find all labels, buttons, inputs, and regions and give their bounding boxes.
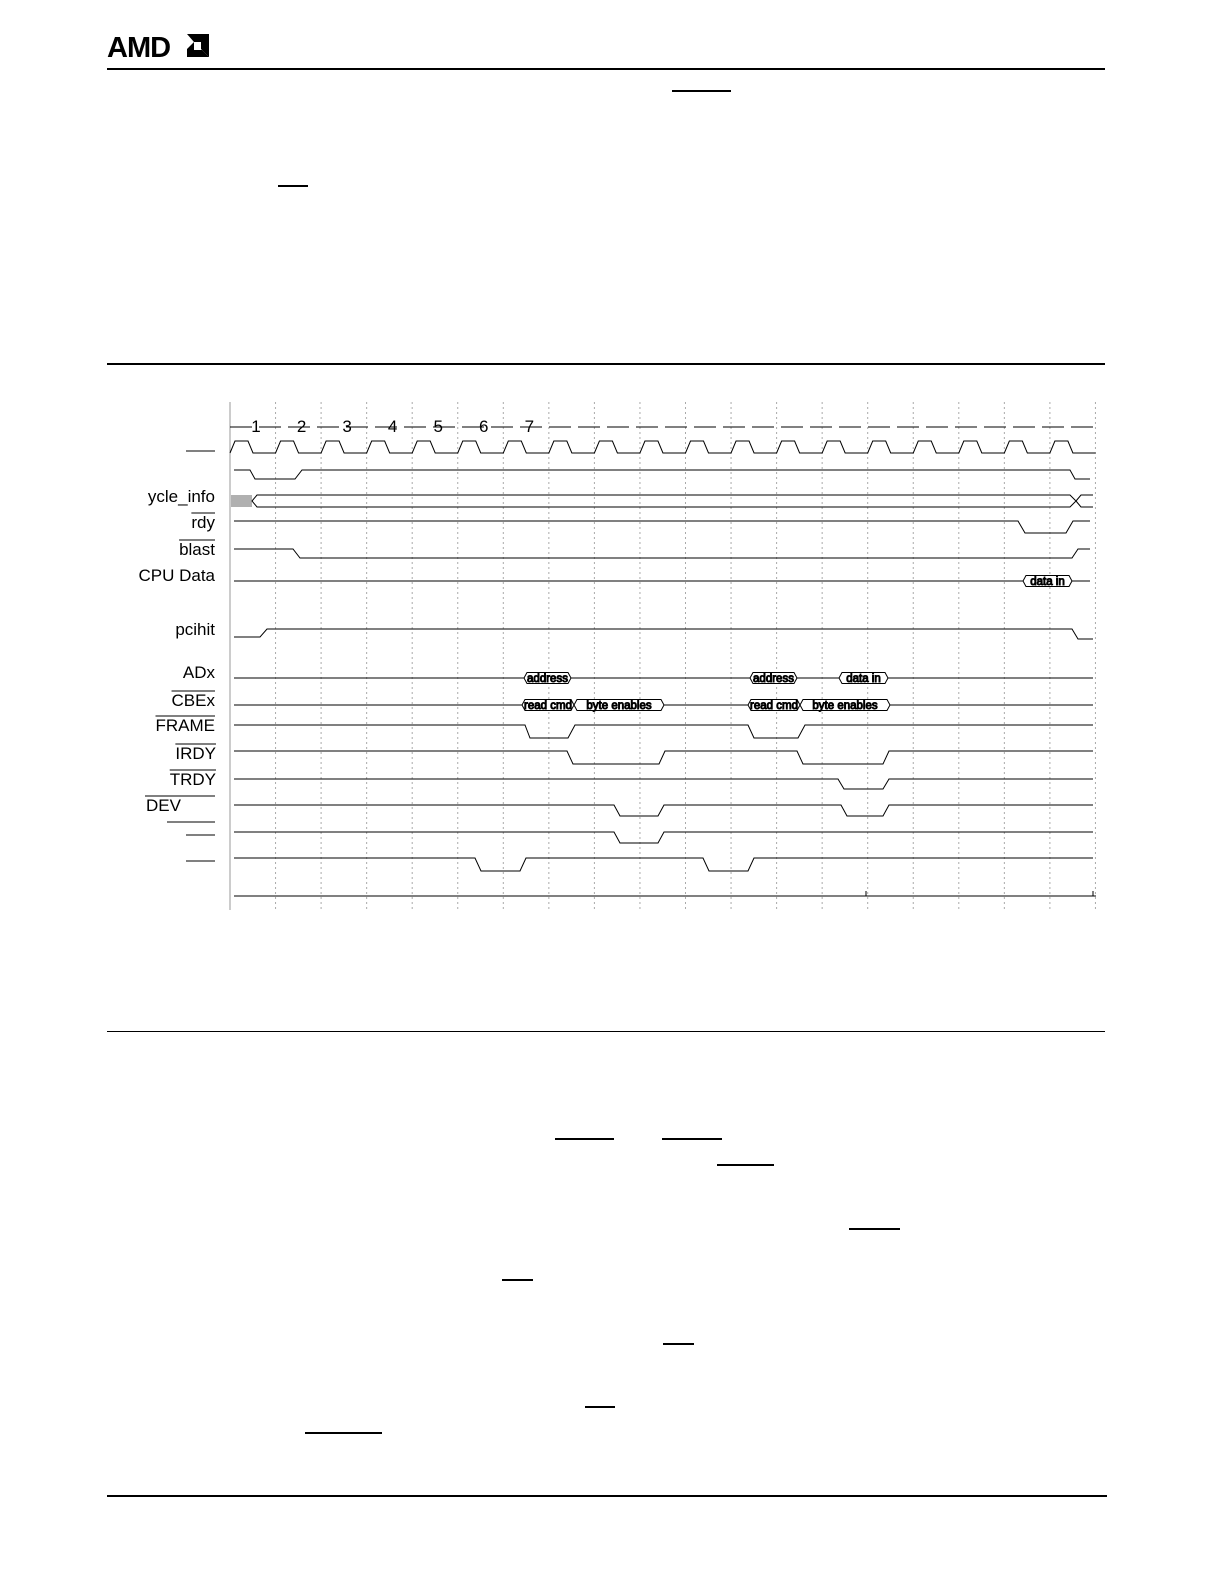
clock-number: 6 <box>479 417 489 436</box>
ad-data-in-text: data in <box>846 673 881 685</box>
clock-number: 5 <box>433 417 443 436</box>
signal-label: ycle_info <box>147 487 215 506</box>
signal-label: ADx <box>182 663 215 682</box>
signal-label: DEV <box>146 796 181 815</box>
clock-number: 4 <box>387 417 398 436</box>
blast-wave <box>234 549 1090 558</box>
pcihit-wave <box>234 629 1093 639</box>
cycle-info-bus-end <box>1076 495 1093 507</box>
signal-label: blast <box>179 540 215 559</box>
signal-label: pcihit <box>175 620 215 639</box>
trdy-wave <box>234 779 1093 789</box>
signal-label: FRAME <box>155 716 215 735</box>
signal-label: TRDY <box>169 770 216 789</box>
rdy-wave <box>234 521 1090 533</box>
signal-label: IRDY <box>175 744 216 763</box>
clock-wave <box>230 441 1095 453</box>
cbe-read-cmd-2-text: read cmd <box>750 700 798 712</box>
signal-label: CPU Data <box>138 566 215 585</box>
signal-label: CBEx <box>171 691 215 710</box>
signal-13-wave <box>234 832 1093 843</box>
devsel-wave <box>234 805 1093 816</box>
ad-address-2-text: address <box>753 673 794 685</box>
ads-wave <box>234 470 1090 479</box>
bottom-ticks <box>866 891 1093 896</box>
cycle-info-bus <box>252 495 1076 507</box>
cpu-data-in-text: data in <box>1030 576 1065 588</box>
clock-number: 1 <box>251 417 261 436</box>
clock-number: 7 <box>524 417 535 436</box>
cbe-byte-enables-2-text: byte enables <box>812 700 878 712</box>
signal-label: rdy <box>191 513 215 532</box>
frame-wave <box>234 725 1093 738</box>
cbe-byte-enables-1-text: byte enables <box>586 700 652 712</box>
cbe-read-cmd-1-text: read cmd <box>524 700 572 712</box>
undefined-region <box>231 495 252 507</box>
irdy-wave <box>234 751 1093 764</box>
clock-number: 3 <box>342 417 352 436</box>
signal-14-wave <box>234 858 1093 871</box>
signal-labels <box>138 451 216 861</box>
ad-address-1-text: address <box>527 673 568 685</box>
logo-text: AMD <box>107 33 171 59</box>
waveforms <box>230 427 1096 896</box>
clock-number: 2 <box>296 417 307 436</box>
